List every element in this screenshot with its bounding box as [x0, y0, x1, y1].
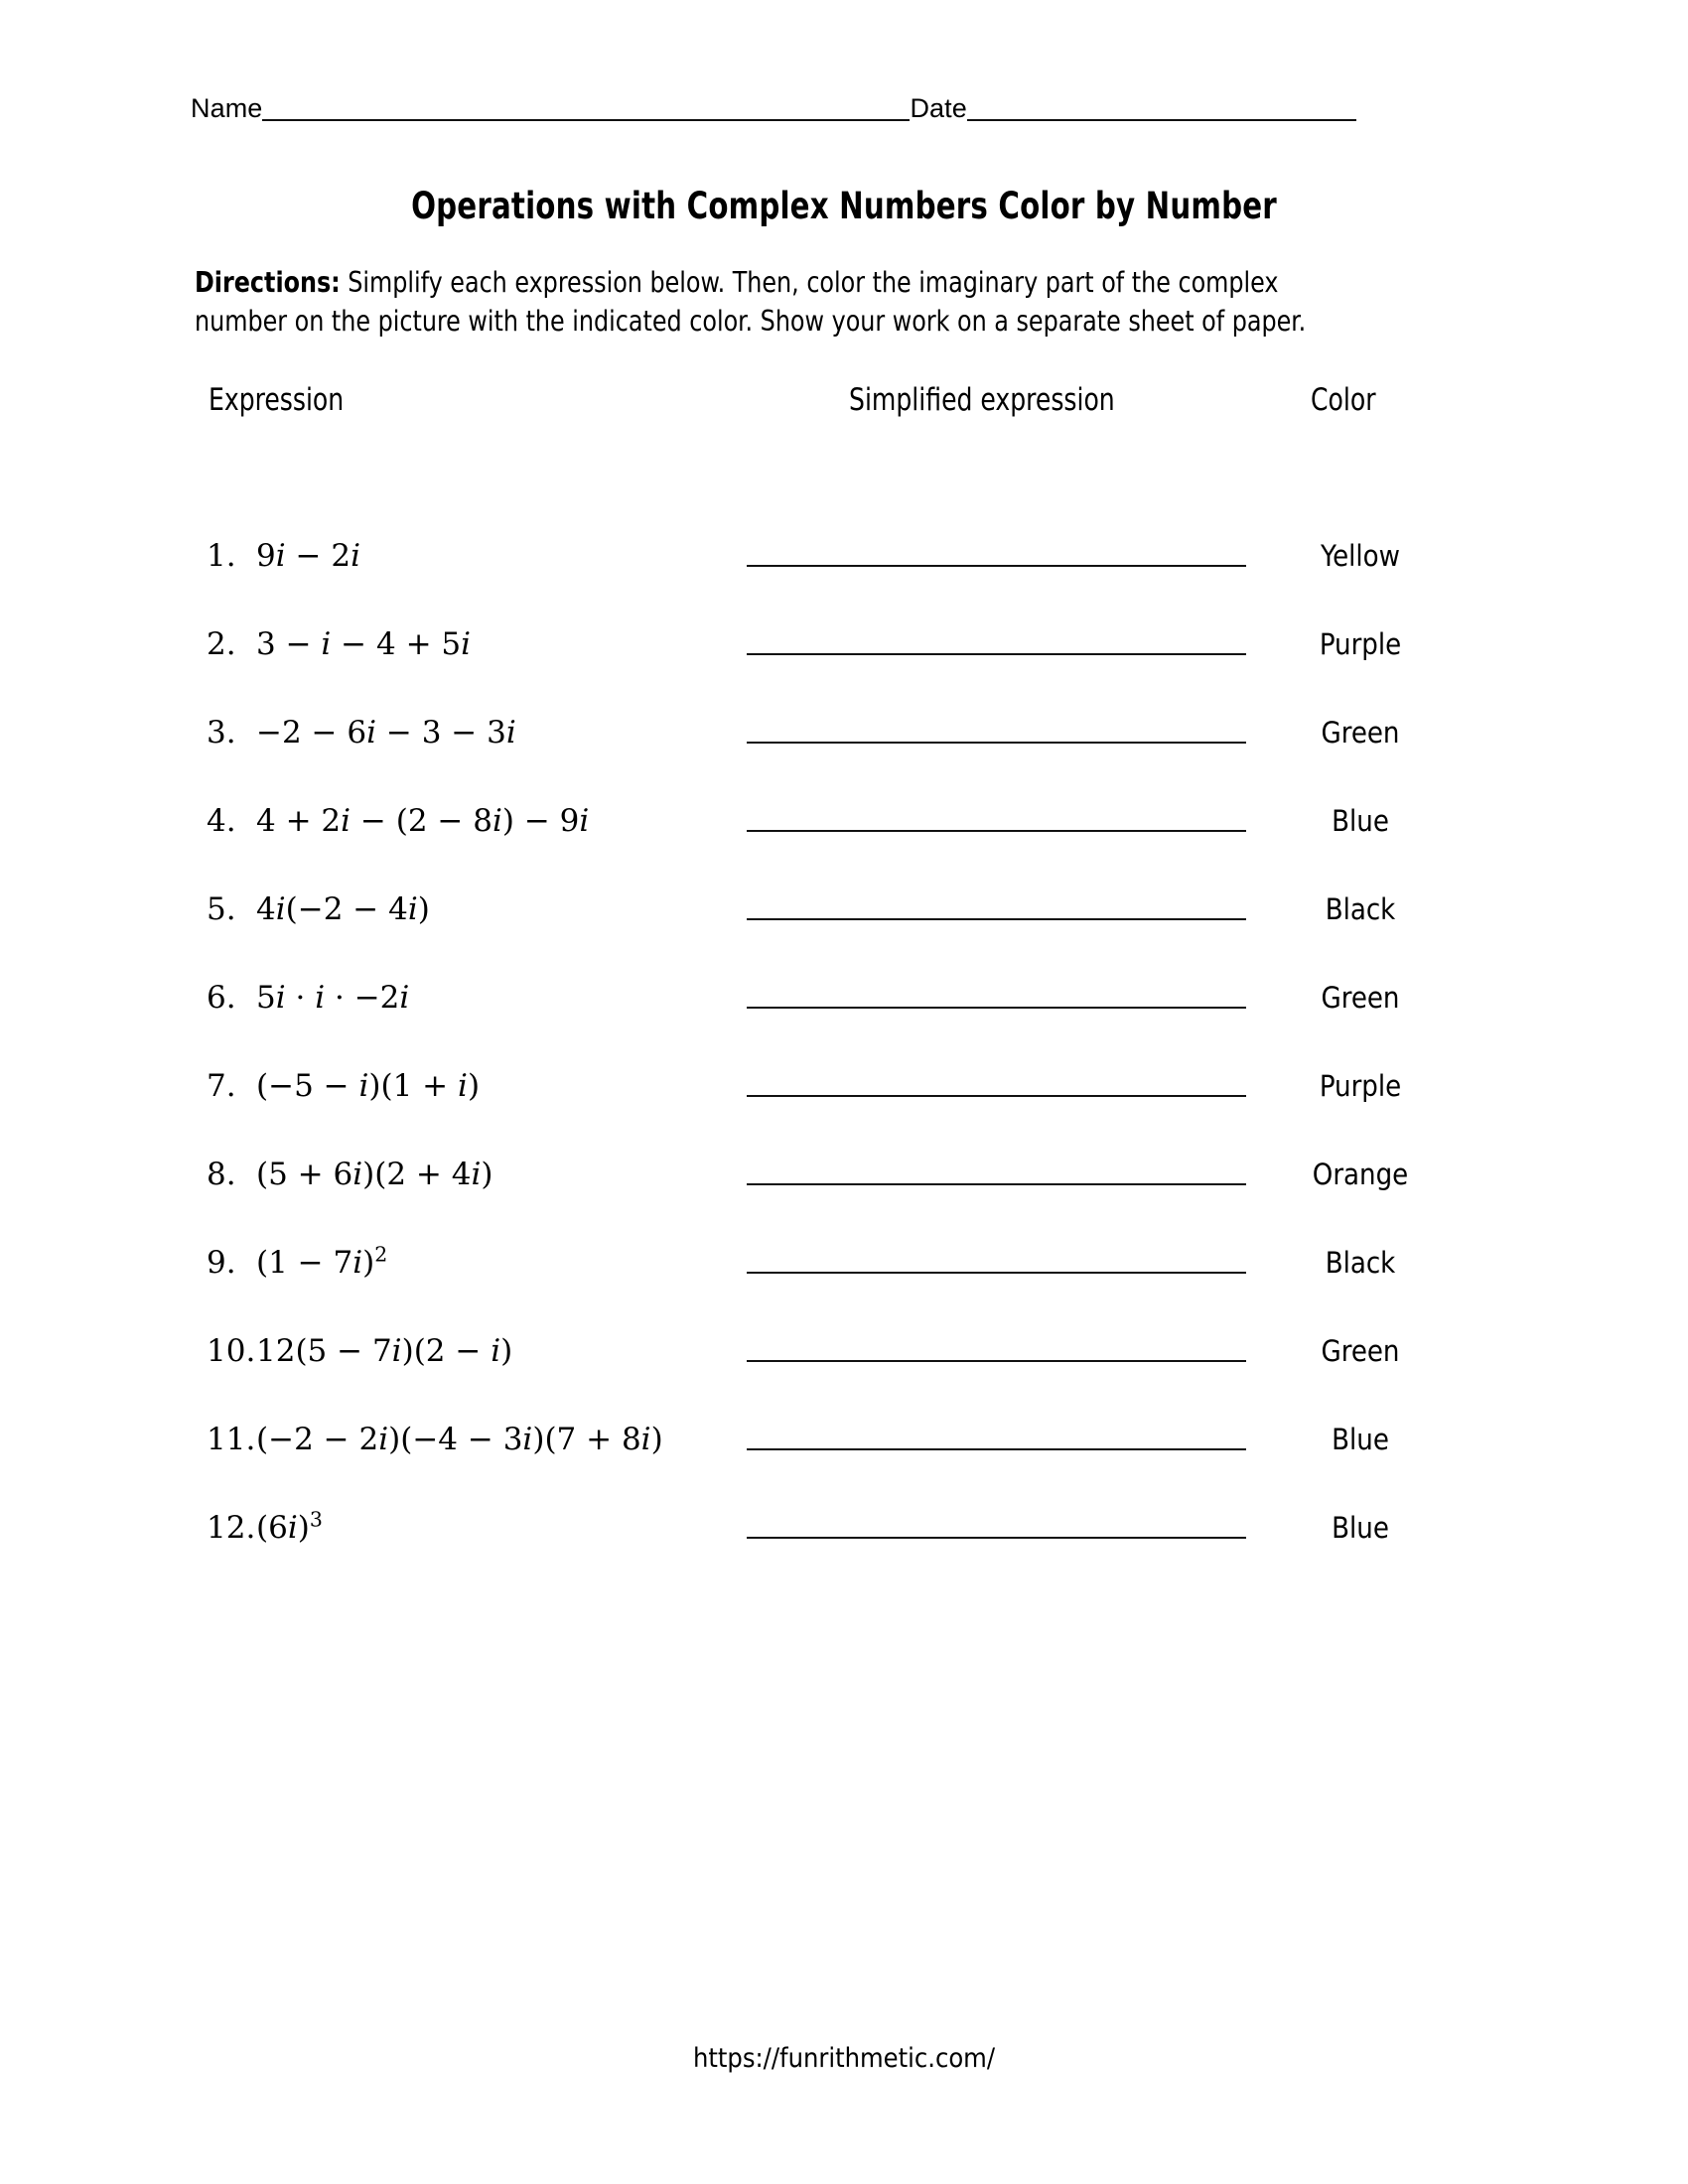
- table-row: [0, 1322, 1688, 1380]
- table-row: [0, 1411, 1688, 1468]
- footer-url: https://funrithmetic.com/: [692, 2043, 996, 2074]
- problem-expression: 4 + 2i − (2 − 8i) − 9i: [256, 803, 590, 839]
- directions-text: Simplify each expression below. Then, color the imaginary part of the complex number on the picture with the indicated color. Show your work on a separate sheet of paper.: [195, 266, 1307, 339]
- column-header-row: [0, 382, 1688, 426]
- date-label: Date: [910, 93, 967, 123]
- problem-color-label: Purple: [1319, 1069, 1402, 1103]
- problem-expression: $(6i)^3$: [256, 1507, 323, 1546]
- column-header-simplified: Simplified expression: [849, 382, 1115, 418]
- problem-color-label: Blue: [1332, 1423, 1389, 1456]
- problem-color-label: Blue: [1332, 804, 1389, 838]
- problem-expression: 12(5 − 7i)(2 − i): [256, 1333, 513, 1369]
- table-row: [0, 1057, 1688, 1115]
- answer-blank-line[interactable]: [747, 1360, 1246, 1362]
- problem-expression: (−5 − i)(1 + i): [256, 1068, 481, 1104]
- problem-number: 11.: [207, 1422, 256, 1457]
- problem-color-label: Yellow: [1321, 539, 1400, 573]
- problem-color-label: Black: [1325, 1246, 1396, 1280]
- answer-blank-line[interactable]: [747, 1537, 1246, 1539]
- table-row: [0, 969, 1688, 1026]
- column-header-expression: Expression: [209, 382, 345, 418]
- problem-number: 10.: [207, 1333, 256, 1369]
- problem-expression: (−2 − 2i)(−4 − 3i)(7 + 8i): [256, 1422, 663, 1457]
- problem-color-label: Green: [1321, 1334, 1400, 1368]
- problem-color-label: Blue: [1332, 1511, 1389, 1545]
- column-header-color: Color: [1311, 382, 1376, 418]
- problem-expression: −2 − 6i − 3 − 3i: [256, 715, 516, 751]
- answer-blank-line[interactable]: [747, 1272, 1246, 1274]
- table-row: [0, 1146, 1688, 1203]
- name-label: Name: [191, 93, 263, 123]
- table-row: [0, 1234, 1688, 1292]
- table-row: [0, 881, 1688, 938]
- problem-expression: $(1 - 7i)^2$: [256, 1242, 388, 1281]
- problem-expression: 9i − 2i: [256, 538, 360, 574]
- problem-color-label: Black: [1325, 892, 1396, 926]
- name-date-row: [191, 95, 1472, 123]
- problem-number: 1.: [207, 538, 236, 574]
- answer-blank-line[interactable]: [747, 742, 1246, 744]
- table-row: [0, 527, 1688, 585]
- problem-number: 8.: [207, 1157, 236, 1192]
- date-blank-line[interactable]: [967, 118, 1356, 121]
- problem-number: 3.: [207, 715, 236, 751]
- table-row: [0, 615, 1688, 673]
- table-row: [0, 704, 1688, 761]
- problem-number: 4.: [207, 803, 236, 839]
- name-blank-line[interactable]: [262, 118, 910, 121]
- table-row: [0, 1499, 1688, 1557]
- problem-color-label: Orange: [1312, 1158, 1409, 1191]
- answer-blank-line[interactable]: [747, 1095, 1246, 1097]
- problem-color-label: Green: [1321, 716, 1400, 750]
- directions-paragraph: [195, 263, 1331, 341]
- problem-number: 12.: [207, 1510, 256, 1546]
- table-row: [0, 792, 1688, 850]
- answer-blank-line[interactable]: [747, 1007, 1246, 1009]
- problem-color-label: Green: [1321, 981, 1400, 1015]
- answer-blank-line[interactable]: [747, 1448, 1246, 1450]
- problem-number: 7.: [207, 1068, 236, 1104]
- answer-blank-line[interactable]: [747, 565, 1246, 567]
- problem-number: 9.: [207, 1245, 236, 1281]
- problem-color-label: Purple: [1319, 627, 1402, 661]
- problem-expression: (5 + 6i)(2 + 4i): [256, 1157, 493, 1192]
- answer-blank-line[interactable]: [747, 1183, 1246, 1185]
- answer-blank-line[interactable]: [747, 918, 1246, 920]
- problem-number: 2.: [207, 626, 236, 662]
- directions-label: Directions:: [195, 266, 341, 299]
- answer-blank-line[interactable]: [747, 830, 1246, 832]
- problem-expression: 5i · i · −2i: [256, 980, 410, 1016]
- answer-blank-line[interactable]: [747, 653, 1246, 655]
- problem-expression: 4i(−2 − 4i): [256, 891, 430, 927]
- page-title: Operations with Complex Numbers Color by Number: [411, 185, 1277, 227]
- problem-number: 5.: [207, 891, 236, 927]
- problem-expression: 3 − i − 4 + 5i: [256, 626, 472, 662]
- problem-number: 6.: [207, 980, 236, 1016]
